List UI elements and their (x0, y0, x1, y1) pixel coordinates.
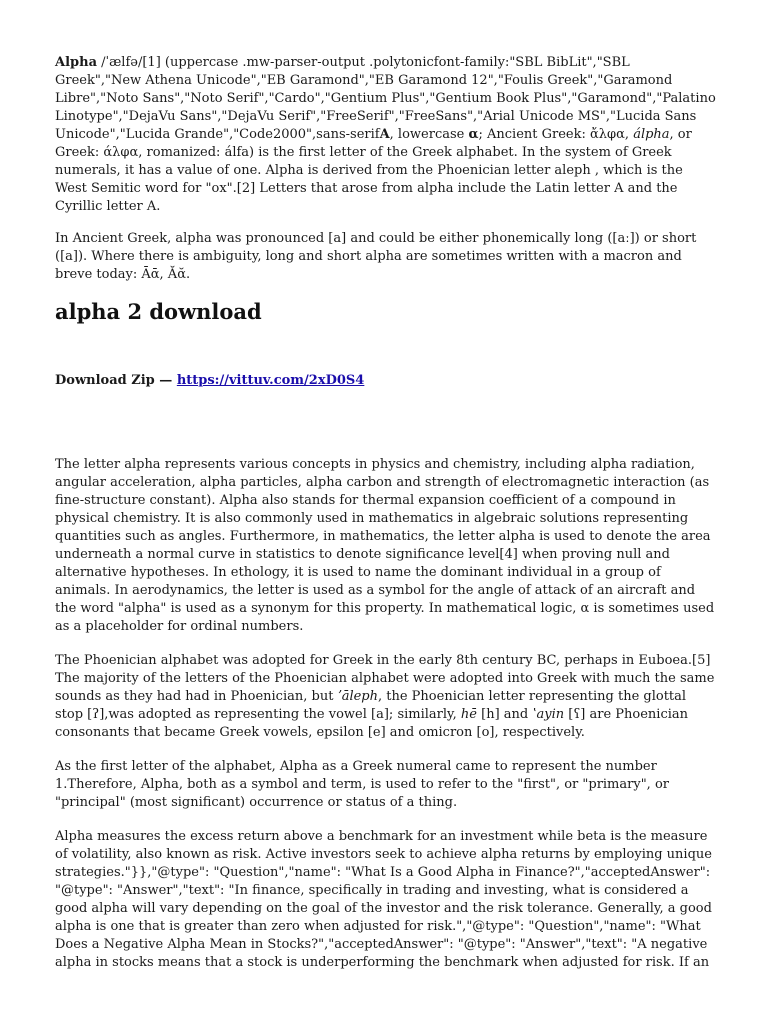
download-link[interactable]: https://vittuv.com/2xD0S4 (176, 373, 365, 388)
he-italic: hē (460, 707, 477, 722)
phoenician-paragraph (55, 652, 717, 742)
intro-paragraph (55, 54, 717, 216)
phoenician-text-a: The Phoenician alphabet was adopted for Greek in the early 8th century BC, perhaps in Euboea.[5] The majority of the letters of the Phoenician alphabet were adopted into Greek with much the same sounds as they had had in Phoenician, but (55, 653, 715, 704)
phoenician-text-b: , the Phoenician letter representing the glottal stop [ʔ],was adopted as representing the vowel [a]; similarly, (55, 689, 687, 722)
alpha-italic: álpha (633, 127, 670, 142)
section-heading: alpha 2 download (55, 299, 262, 324)
ayin-italic: ʽayin (532, 707, 565, 722)
phoenician-text-c: [h] and (477, 707, 533, 722)
phoenician-text-d: [ʕ] are Phoenician consonants that became Greek vowels, epsilon [e] and omicron [o], respectively. (55, 707, 689, 740)
intro-text: /ˈælfə/[1] (uppercase .mw-parser-output .polytonicfont-family:"SBL BibLit","SBL Greek","New Athena Unicode","EB Garamond","EB Garamond 12","Foulis Greek","Garamond Libre","Noto Sans","Noto Serif","Cardo","Gentium Plus","Gentium Book Plus","Garamond","Palatino Linotype","DejaVu Sans","DejaVu Serif","FreeSerif","FreeSans","Arial Unicode MS","Lucida Sans Unicode","Lucida Grande","Code2000",sans-serif (55, 55, 716, 142)
alpha-term: Alpha (55, 55, 97, 70)
aleph-italic: ʼāleph (337, 689, 378, 704)
greek-text: ; Ancient Greek: ἄλφα, (478, 127, 634, 142)
lowercase-alpha: α (468, 127, 479, 142)
pronunciation-paragraph: In Ancient Greek, alpha was pronounced [a] and could be either phonemically long ([aː]) or short ([a]). Where there is ambiguity, long and short alpha are sometimes written with a macron and breve today: Āᾱ, Ăᾰ. (55, 231, 697, 282)
concepts-paragraph: The letter alpha represents various concepts in physics and chemistry, including alpha radiation, angular acceleration, alpha particles, alpha carbon and strength of electromagnetic interaction (as fine-structure constant). Alpha also stands for thermal expansion coefficient of a compound in physical chemistry. It is also commonly used in mathematics in algebraic solutions representing quantities such as angles. Furthermore, in mathematics, the letter alpha is used to denote the area underneath a normal curve in statistics to denote significance level[4] when proving null and alternative hypotheses. In ethology, it is used to name the dominant individual in a group of animals. In aerodynamics, the letter is used as a symbol for the angle of attack of an aircraft and the word "alpha" is used as a synonym for this property. In mathematical logic, α is sometimes used as a placeholder for ordinal numbers. (55, 457, 715, 634)
finance-paragraph: Alpha measures the excess return above a benchmark for an investment while beta is the measure of volatility, also known as risk. Active investors seek to achieve alpha returns by employing unique strategies."}},"@type": "Question","name": "What Is a Good Alpha in Finance?","acceptedAnswer": "@type": "Answer","text": "In finance, specifically in trading and investing, what is considered a good alpha will vary depending on the goal of the investor and the risk tolerance. Generally, a good alpha is one that is greater than zero when adjusted for risk.","@type": "Question","name": "What Does a Negative Alpha Mean in Stocks?","acceptedAnswer": "@type": "Answer","text": "A negative alpha in stocks means that a stock is underperforming the benchmark when adjusted for risk. If an (55, 829, 712, 970)
numeral-paragraph: As the first letter of the alphabet, Alpha as a Greek numeral came to represent the number 1.Therefore, Alpha, both as a symbol and term, is used to refer to the "first", or "primary", or "principal" (most significant) occurrence or status of a thing. (55, 759, 669, 810)
download-line (55, 372, 717, 390)
uppercase-alpha: A (379, 127, 390, 142)
download-label: Download Zip — (55, 373, 177, 388)
article (55, 54, 717, 972)
lowercase-label: , lowercase (389, 127, 469, 142)
intro-tail: , or Greek: άλφα, romanized: álfa) is the first letter of the Greek alphabet. In the system of Greek numerals, it has a value of one. Alpha is derived from the Phoenician letter aleph , which is the West Semitic word for "ox".[2] Letters that arose from alpha include the Latin letter A and the Cyrillic letter A. (55, 127, 692, 214)
